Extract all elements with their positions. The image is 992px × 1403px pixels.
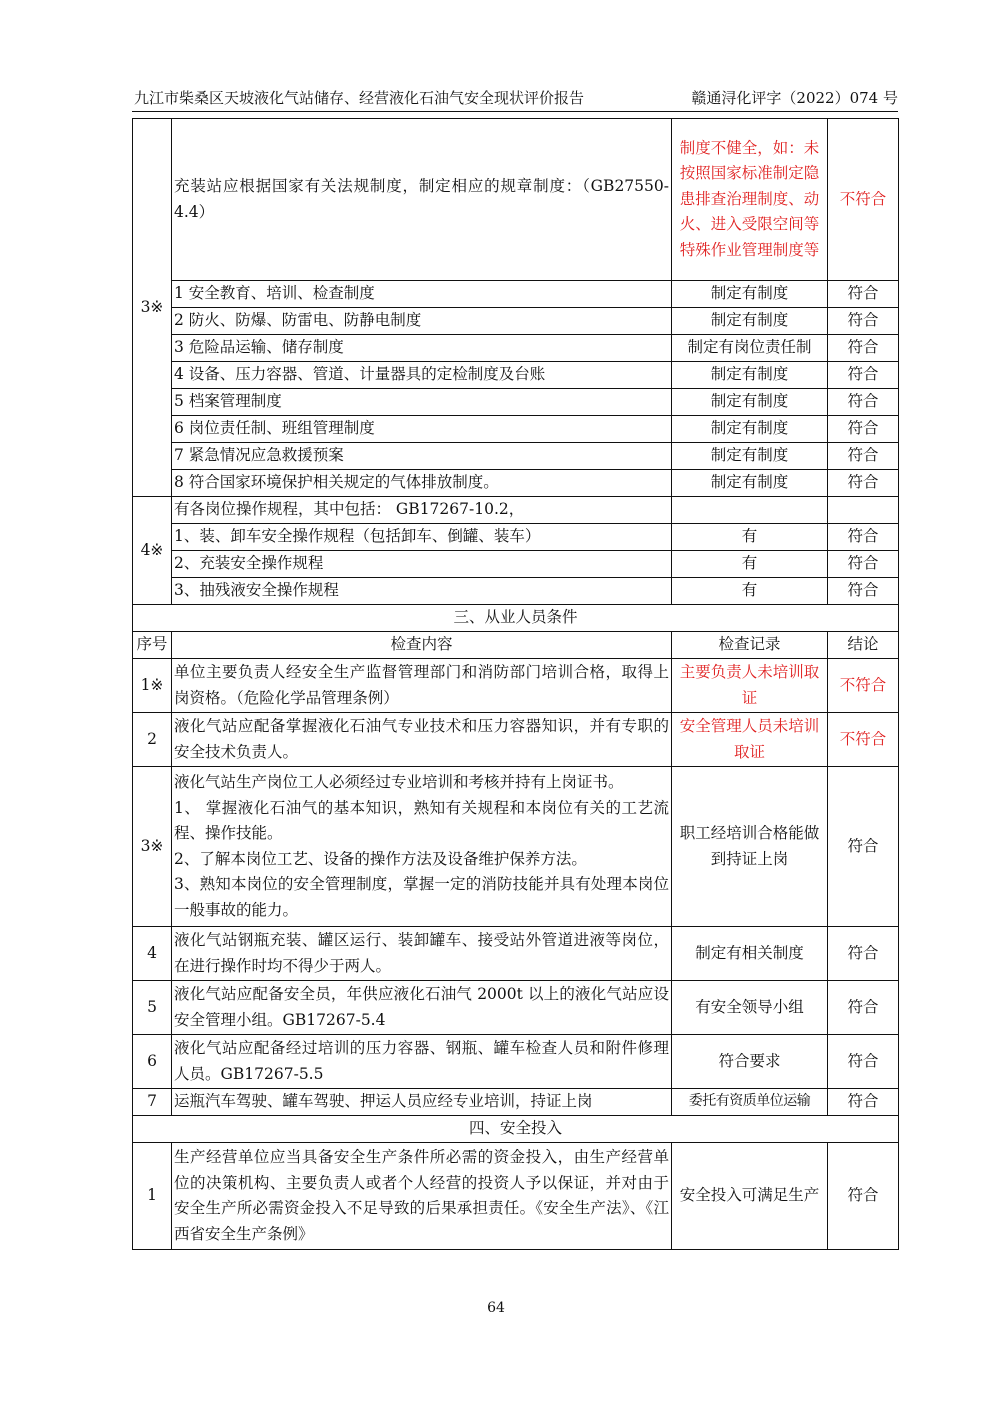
table-row xyxy=(133,659,899,713)
column-header-record: 检查记录 xyxy=(672,632,828,659)
content-cell: 液化气站钢瓶充装、罐区运行、装卸罐车、接受站外管道进液等岗位，在进行操作时均不得少于两人。 xyxy=(172,927,672,981)
result-cell: 符合 xyxy=(828,1035,899,1089)
content-cell: 4 设备、压力容器、管道、计量器具的定检制度及台账 xyxy=(172,362,672,389)
result-cell: 符合 xyxy=(828,281,899,308)
table-row xyxy=(133,1143,899,1250)
content-cell: 液化气站应配备安全员，年供应液化石油气 2000t 以上的液化气站应设安全管理小组。GB17267-5.4 xyxy=(172,981,672,1035)
result-cell: 不符合 xyxy=(828,119,899,281)
table-row xyxy=(133,767,899,927)
record-cell: 制定有制度 xyxy=(672,470,828,497)
seq-cell: 5 xyxy=(133,981,172,1035)
table-row xyxy=(133,362,899,389)
content-cell xyxy=(172,767,672,927)
record-cell: 有 xyxy=(672,524,828,551)
record-cell: 制定有制度 xyxy=(672,362,828,389)
record-cell: 安全投入可满足生产 xyxy=(672,1143,828,1250)
record-cell: 制定有制度 xyxy=(672,416,828,443)
inspection-table xyxy=(132,118,899,1250)
record-cell: 制定有制度 xyxy=(672,281,828,308)
result-cell: 符合 xyxy=(828,551,899,578)
content-cell: 液化气站应配备经过培训的压力容器、钢瓶、罐车检查人员和附件修理人员。GB17267-5.5 xyxy=(172,1035,672,1089)
content-cell: 5 档案管理制度 xyxy=(172,389,672,416)
table-row xyxy=(133,551,899,578)
table-row xyxy=(133,713,899,767)
content-cell: 6 岗位责任制、班组管理制度 xyxy=(172,416,672,443)
result-cell: 符合 xyxy=(828,524,899,551)
record-cell: 安全管理人员未培训取证 xyxy=(672,713,828,767)
section-title: 四、安全投入 xyxy=(133,1116,899,1143)
seq-cell: 3※ xyxy=(133,119,172,497)
seq-cell: 4※ xyxy=(133,497,172,605)
table-row xyxy=(133,308,899,335)
record-cell xyxy=(672,497,828,524)
seq-cell: 4 xyxy=(133,927,172,981)
page-number: 64 xyxy=(487,1300,505,1316)
result-cell: 符合 xyxy=(828,1089,899,1116)
table-row xyxy=(133,335,899,362)
result-cell: 符合 xyxy=(828,927,899,981)
record-cell: 制定有岗位责任制 xyxy=(672,335,828,362)
table-row xyxy=(133,927,899,981)
content-cell: 1、装、卸车安全操作规程（包括卸车、倒罐、装车） xyxy=(172,524,672,551)
seq-cell: 7 xyxy=(133,1089,172,1116)
seq-cell: 3※ xyxy=(133,767,172,927)
record-cell: 委托有资质单位运输 xyxy=(672,1089,828,1116)
record-cell: 制度不健全，如：未按照国家标准制定隐患排查治理制度、动火、进入受限空间等特殊作业管理制度等 xyxy=(672,119,828,281)
record-cell: 制定有相关制度 xyxy=(672,927,828,981)
result-cell: 符合 xyxy=(828,308,899,335)
section-title-row xyxy=(133,605,899,632)
table-row xyxy=(133,416,899,443)
document-number: 赣通浔化评字（2022）074 号 xyxy=(691,89,898,107)
result-cell: 符合 xyxy=(828,578,899,605)
record-cell: 职工经培训合格能做到持证上岗 xyxy=(672,767,828,927)
content-cell: 1 安全教育、培训、检查制度 xyxy=(172,281,672,308)
result-cell: 符合 xyxy=(828,981,899,1035)
result-cell: 不符合 xyxy=(828,659,899,713)
table-row xyxy=(133,981,899,1035)
content-cell: 充装站应根据国家有关法规制度，制定相应的规章制度：（GB27550-4.4） xyxy=(172,119,672,281)
seq-cell: 1※ xyxy=(133,659,172,713)
content-line: 2、了解本岗位工艺、设备的操作方法及设备维护保养方法。 xyxy=(174,849,587,868)
table-row xyxy=(133,119,899,281)
table-row xyxy=(133,281,899,308)
content-line: 液化气站生产岗位工人必须经过专业培训和考核并持有上岗证书。 xyxy=(174,773,624,791)
content-line: 3、熟知本岗位的安全管理制度，掌握一定的消防技能并具有处理本岗位一般事故的能力。 xyxy=(174,875,669,919)
content-cell: 2 防火、防爆、防雷电、防静电制度 xyxy=(172,308,672,335)
content-line: 1、 掌握液化石油气的基本知识，熟知有关规程和本岗位有关的工艺流程、操作技能。 xyxy=(174,798,669,842)
header-divider xyxy=(132,111,898,112)
column-header-result: 结论 xyxy=(828,632,899,659)
content-cell: 7 紧急情况应急救援预案 xyxy=(172,443,672,470)
content-cell: 8 符合国家环境保护相关规定的气体排放制度。 xyxy=(172,470,672,497)
result-cell: 符合 xyxy=(828,389,899,416)
record-cell: 主要负责人未培训取证 xyxy=(672,659,828,713)
result-cell: 符合 xyxy=(828,416,899,443)
record-cell: 符合要求 xyxy=(672,1035,828,1089)
record-cell: 有安全领导小组 xyxy=(672,981,828,1035)
record-cell: 制定有制度 xyxy=(672,308,828,335)
table-row xyxy=(133,1035,899,1089)
record-cell: 有 xyxy=(672,551,828,578)
table-row xyxy=(133,497,899,524)
result-cell: 符合 xyxy=(828,470,899,497)
content-cell: 运瓶汽车驾驶、罐车驾驶、押运人员应经专业培训，持证上岗 xyxy=(172,1089,672,1116)
table-row xyxy=(133,578,899,605)
table-row xyxy=(133,443,899,470)
section-title: 三、从业人员条件 xyxy=(133,605,899,632)
result-cell: 符合 xyxy=(828,443,899,470)
seq-cell: 2 xyxy=(133,713,172,767)
content-cell: 单位主要负责人经安全生产监督管理部门和消防部门培训合格，取得上岗资格。（危险化学品管理条例） xyxy=(172,659,672,713)
result-cell: 符合 xyxy=(828,1143,899,1250)
seq-cell: 6 xyxy=(133,1035,172,1089)
record-cell: 制定有制度 xyxy=(672,389,828,416)
content-cell: 2、充装安全操作规程 xyxy=(172,551,672,578)
result-cell: 符合 xyxy=(828,362,899,389)
content-cell: 生产经营单位应当具备安全生产条件所必需的资金投入，由生产经营单位的决策机构、主要负责人或者个人经营的投资人予以保证，并对由于安全生产所必需资金投入不足导致的后果承担责任。《安全生产法》、《江西省安全生产条例》 xyxy=(172,1143,672,1250)
table-row xyxy=(133,524,899,551)
table-row xyxy=(133,1089,899,1116)
header-row xyxy=(133,632,899,659)
result-cell: 符合 xyxy=(828,767,899,927)
content-cell: 3、抽残液安全操作规程 xyxy=(172,578,672,605)
result-cell xyxy=(828,497,899,524)
content-cell: 3 危险品运输、储存制度 xyxy=(172,335,672,362)
table-row xyxy=(133,389,899,416)
result-cell: 不符合 xyxy=(828,713,899,767)
result-cell: 符合 xyxy=(828,335,899,362)
record-cell: 有 xyxy=(672,578,828,605)
table-row xyxy=(133,470,899,497)
content-cell: 液化气站应配备掌握液化石油气专业技术和压力容器知识，并有专职的安全技术负责人。 xyxy=(172,713,672,767)
column-header-seq: 序号 xyxy=(133,632,172,659)
record-cell: 制定有制度 xyxy=(672,443,828,470)
content-cell: 有各岗位操作规程，其中包括： GB17267-10.2， xyxy=(172,497,672,524)
section-title-row xyxy=(133,1116,899,1143)
column-header-content: 检查内容 xyxy=(172,632,672,659)
report-title: 九江市柴桑区天坡液化气站储存、经营液化石油气安全现状评价报告 xyxy=(134,89,585,107)
seq-cell: 1 xyxy=(133,1143,172,1250)
